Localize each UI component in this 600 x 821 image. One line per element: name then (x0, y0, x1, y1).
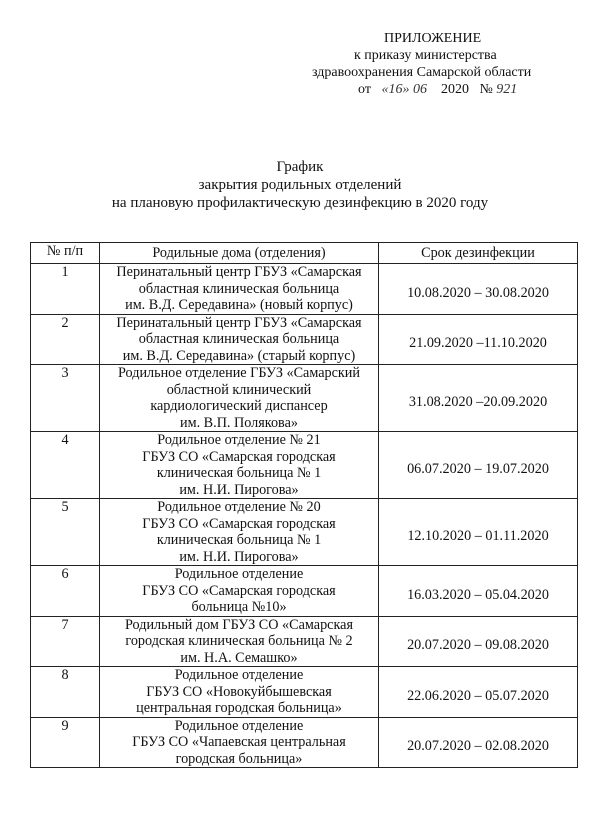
table-row (31, 616, 578, 667)
document-heading (0, 158, 600, 212)
row-number: 5 (31, 499, 100, 566)
header-number: № п/п (31, 243, 100, 264)
row-disinfection-term: 31.08.2020 –20.09.2020 (379, 365, 578, 432)
row-maternity-name (100, 566, 379, 617)
row-maternity-name (100, 499, 379, 566)
maternity-name-line: им. В.Д. Середавина» (старый корпус) (122, 347, 356, 364)
appendix-line-order: к приказу министерства (354, 48, 497, 63)
maternity-name-line: Родильное отделение ГБУЗ «Самарский (118, 365, 360, 381)
row-number: 6 (31, 566, 100, 617)
maternity-name-line: больница №10» (191, 599, 287, 615)
row-maternity-name (100, 432, 379, 499)
maternity-name-line: Родильное отделение № 20 (157, 499, 321, 515)
table-row (31, 264, 578, 315)
maternity-name-line: им. Н.И. Пирогова» (179, 548, 299, 565)
maternity-name-line: клиническая больница № 1 (156, 532, 322, 548)
row-maternity-name (100, 365, 379, 432)
maternity-name-line: Перинатальный центр ГБУЗ «Самарская (116, 314, 362, 331)
schedule-table (30, 242, 578, 768)
row-disinfection-term: 21.09.2020 –11.10.2020 (379, 314, 578, 365)
row-number: 4 (31, 432, 100, 499)
maternity-name-line: Родильный дом ГБУЗ СО «Самарская (125, 616, 353, 633)
row-number: 1 (31, 264, 100, 315)
row-disinfection-term: 20.07.2020 – 02.08.2020 (379, 717, 578, 768)
date-prefix: от (358, 82, 371, 97)
row-number: 8 (31, 667, 100, 718)
row-maternity-name (100, 616, 379, 667)
maternity-name-line: им. В.Д. Середавина» (новый корпус) (125, 297, 353, 313)
row-number: 7 (31, 616, 100, 667)
table-row (31, 717, 578, 768)
row-disinfection-term: 12.10.2020 – 01.11.2020 (379, 499, 578, 566)
row-disinfection-term: 10.08.2020 – 30.08.2020 (379, 264, 578, 315)
header-term: Срок дезинфекции (379, 243, 578, 264)
table-header-row (31, 243, 578, 264)
maternity-name-line: центральная городская больница» (136, 700, 342, 716)
date-month: 06 (412, 82, 427, 97)
appendix-line-ministry: здравоохранения Самарской области (312, 65, 532, 80)
maternity-name-line: ГБУЗ СО «Самарская городская (142, 448, 336, 465)
maternity-name-line: городская больница» (175, 750, 303, 767)
appendix-title: ПРИЛОЖЕНИЕ (384, 31, 482, 46)
maternity-name-line: Родильное отделение (174, 566, 304, 582)
maternity-name-line: Перинатальный центр ГБУЗ «Самарская (116, 264, 362, 280)
row-disinfection-term: 06.07.2020 – 19.07.2020 (379, 432, 578, 499)
table-row (31, 667, 578, 718)
appendix-date-line (300, 81, 570, 98)
header-maternity: Родильные дома (отделения) (100, 243, 379, 264)
maternity-name-line: им. Н.И. Пирогова» (179, 481, 299, 498)
maternity-name-line: Родильное отделение № 21 (157, 432, 321, 448)
row-maternity-name (100, 717, 379, 768)
row-maternity-name (100, 667, 379, 718)
table-row (31, 365, 578, 432)
order-number: 921 (496, 82, 518, 97)
maternity-name-line: клиническая больница № 1 (156, 465, 322, 481)
table-row (31, 432, 578, 499)
maternity-name-line: областной клинический (166, 381, 312, 398)
maternity-name-line: ГБУЗ СО «Самарская городская (142, 582, 336, 599)
maternity-name-line: областная клиническая больница (138, 331, 340, 347)
row-maternity-name (100, 314, 379, 365)
row-disinfection-term: 16.03.2020 – 05.04.2020 (379, 566, 578, 617)
maternity-name-line: ГБУЗ СО «Самарская городская (142, 515, 336, 532)
row-disinfection-term: 22.06.2020 – 05.07.2020 (379, 667, 578, 718)
maternity-name-line: областная клиническая больница (138, 280, 340, 297)
maternity-name-line: Родильное отделение (174, 717, 304, 734)
heading-line-3: на плановую профилактическую дезинфекцию в 2020 году (111, 195, 489, 211)
maternity-name-line: Родильное отделение (174, 667, 304, 683)
maternity-name-line: ГБУЗ СО «Новокуйбышевская (146, 683, 332, 700)
maternity-name-line: им. В.П. Полякова» (180, 414, 298, 431)
appendix-block (300, 30, 570, 98)
date-day: «16» (381, 82, 410, 97)
date-year: 2020 (440, 82, 469, 97)
table-body (31, 264, 578, 768)
table-row (31, 499, 578, 566)
maternity-name-line: кардиологический диспансер (150, 398, 328, 414)
row-disinfection-term: 20.07.2020 – 09.08.2020 (379, 616, 578, 667)
row-number: 9 (31, 717, 100, 768)
heading-line-1: График (276, 159, 324, 175)
maternity-name-line: городская клиническая больница № 2 (125, 633, 353, 649)
maternity-name-line: ГБУЗ СО «Чапаевская центральная (132, 734, 346, 750)
row-maternity-name (100, 264, 379, 315)
table-row (31, 566, 578, 617)
row-number: 2 (31, 314, 100, 365)
maternity-name-line: им. Н.А. Семашко» (180, 649, 298, 666)
table-row (31, 314, 578, 365)
heading-line-2: закрытия родильных отделений (198, 177, 402, 193)
number-prefix: № (479, 82, 493, 97)
row-number: 3 (31, 365, 100, 432)
